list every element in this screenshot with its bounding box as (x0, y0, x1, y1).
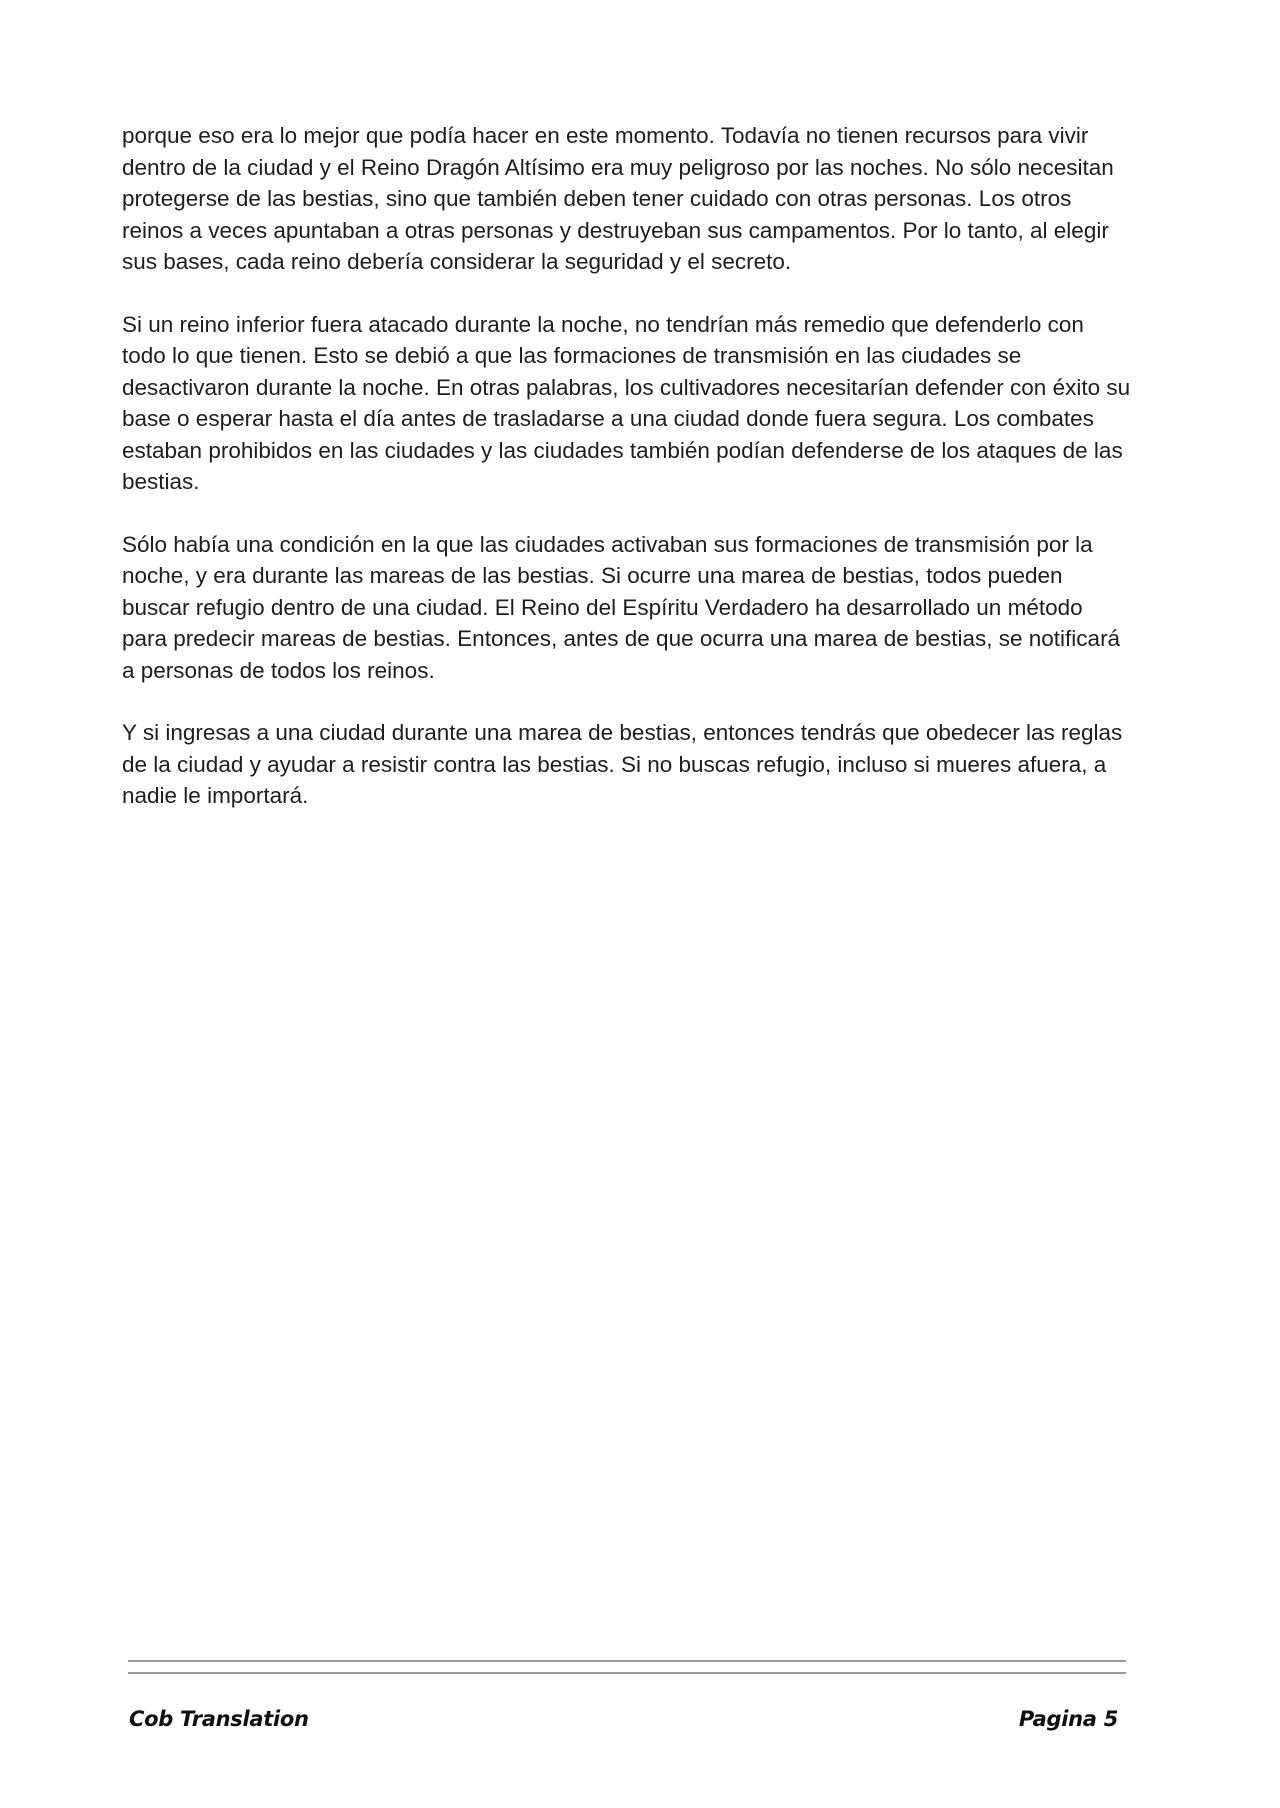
page-number: Pagina 5 (1018, 1707, 1118, 1731)
footer-divider-top (128, 1660, 1126, 1662)
footer-divider-bottom (128, 1672, 1126, 1674)
paragraph-1: porque eso era lo mejor que podía hacer en este momento. Todavía no tienen recursos para vivir dentro de la ciudad y el Reino Dragón Altísimo era muy peligroso por las noches. No sólo necesitan protegerse de las bestias, sino que también deben tener cuidado con otras personas. Los otros reinos a veces apuntaban a otras personas y destruyeban sus campamentos. Por lo tanto, al elegir sus bases, cada reino debería considerar la seguridad y el secreto. (122, 123, 1114, 274)
paragraph-4: Y si ingresas a una ciudad durante una marea de bestias, entonces tendrás que obedecer las reglas de la ciudad y ayudar a resistir contra las bestias. Si no buscas refugio, incluso si mueres afuera, a nadie le importará. (122, 720, 1123, 808)
footer-credit: Cob Translation (129, 1707, 309, 1731)
paragraph-3: Sólo había una condición en la que las ciudades activaban sus formaciones de transmisión por la noche, y era durante las mareas de las bestias. Si ocurre una marea de bestias, todos pueden buscar refugio dentro de una ciudad. El Reino del Espíritu Verdadero ha desarrollado un método para predecir mareas de bestias. Entonces, antes de que ocurra una marea de bestias, se notificará a personas de todos los reinos. (122, 531, 1121, 683)
body-text (122, 120, 1132, 843)
paragraph-2: Si un reino inferior fuera atacado durante la noche, no tendrían más remedio que defenderlo con todo lo que tienen. Esto se debió a que las formaciones de transmisión en las ciudades se desactivaron durante la noche. En otras palabras, los cultivadores necesitarían defender con éxito su base o esperar hasta el día antes de trasladarse a una ciudad donde fuera segura. Los combates estaban prohibidos en las ciudades y las ciudades también podían defenderse de los ataques de las bestias. (122, 311, 1131, 494)
